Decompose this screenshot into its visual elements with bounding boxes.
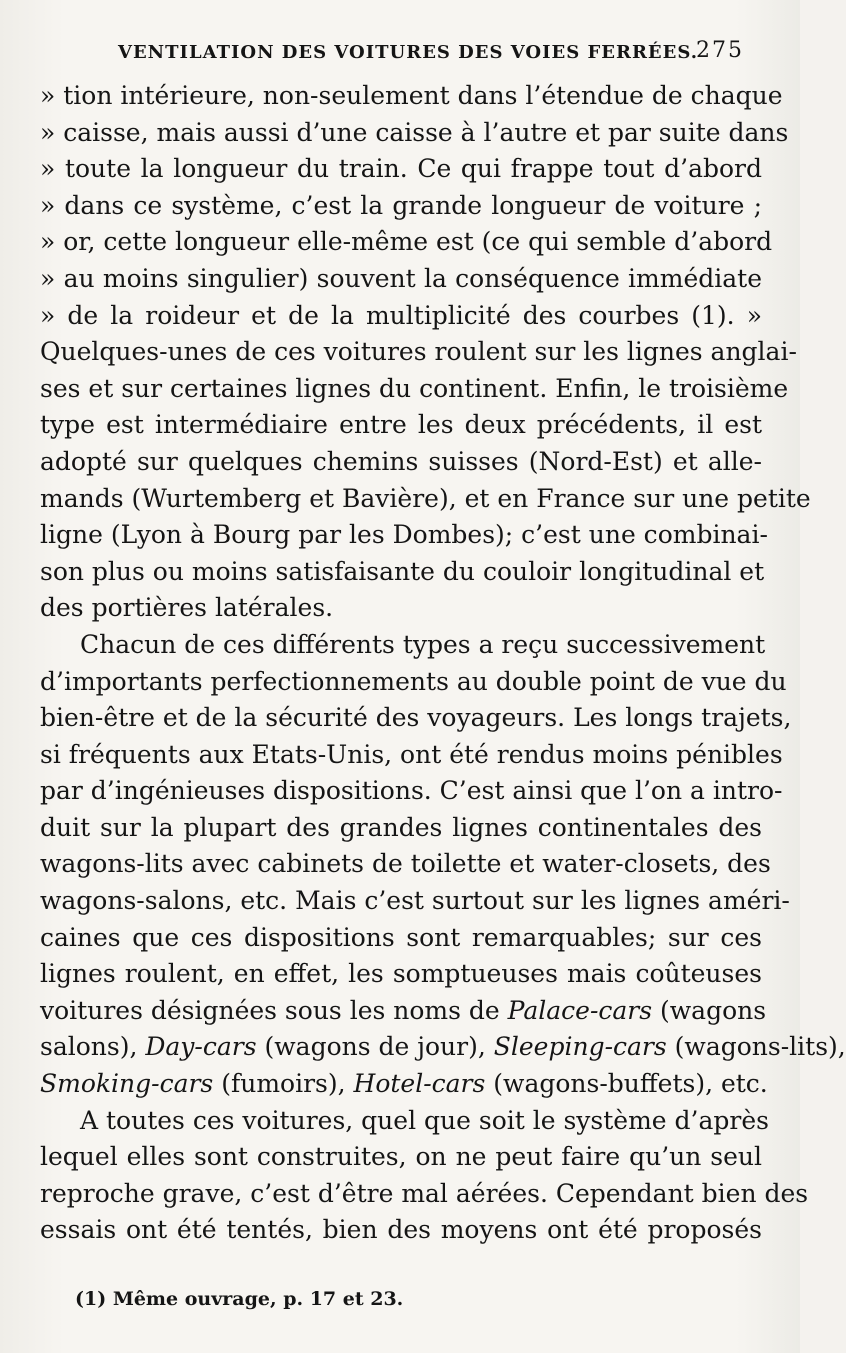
text-line: wagons-salons, etc. Mais c’est surtout sur les lignes améri- <box>40 886 790 916</box>
text-line: ses et sur certaines lignes du continent. Enfin, le troisième <box>40 373 789 403</box>
text-line: » dans ce système, c’est la grande longueur de voiture ; <box>40 190 762 220</box>
text-line: par d’ingénieuses dispositions. C’est ainsi que l’on a intro- <box>40 776 783 806</box>
text-line: » tion intérieure, non-seulement dans l’étendue de chaque <box>40 81 783 110</box>
text-line: type est intermédiaire entre les deux précédents, il est <box>40 410 762 440</box>
text-line: si fréquents aux Etats-Unis, ont été rendus moins pénibles <box>40 739 783 769</box>
paragraph-start-line: Chacun de ces différents types a reçu successivement <box>80 629 766 659</box>
text-line: caines que ces dispositions sont remarquables; sur ces <box>40 922 762 952</box>
page-number: 275 <box>696 38 744 63</box>
running-head <box>118 38 768 68</box>
text-line: des portières latérales. <box>40 593 334 623</box>
body-text <box>40 78 846 1249</box>
text-line: d’importants perfectionnements au double point de vue du <box>40 666 787 696</box>
text-line: duit sur la plupart des grandes lignes continentales des <box>40 812 762 842</box>
text-line: Smoking-cars (fumoirs), Hotel-cars (wagons-buffets), etc. <box>40 1069 768 1099</box>
text-line: » au moins singulier) souvent la conséquence immédiate <box>40 263 762 293</box>
text-line: Quelques-unes de ces voitures roulent sur les lignes anglai- <box>40 337 797 367</box>
text-line: » or, cette longueur elle-même est (ce qui semble d’abord <box>40 227 773 257</box>
text-line: » de la roideur et de la multiplicité des courbes (1). » <box>40 300 762 330</box>
text-line: » caisse, mais aussi d’une caisse à l’autre et par suite dans <box>40 117 789 147</box>
paragraph-start-line: A toutes ces voitures, quel que soit le système d’après <box>80 1105 769 1135</box>
text-line: wagons-lits avec cabinets de toilette et water-closets, des <box>40 849 771 879</box>
text-line: salons), Day-cars (wagons de jour), Sleeping-cars (wagons-lits), <box>40 1032 846 1062</box>
text-line: adopté sur quelques chemins suisses (Nord-Est) et alle- <box>40 446 762 476</box>
text-line: son plus ou moins satisfaisante du couloir longitudinal et <box>40 556 765 586</box>
text-line: bien-être et de la sécurité des voyageurs. Les longs trajets, <box>40 703 792 733</box>
text-line: » toute la longueur du train. Ce qui frappe tout d’abord <box>40 154 762 184</box>
footnote: (1) Même ouvrage, p. 17 et 23. <box>75 1288 404 1310</box>
text-line: reproche grave, c’est d’être mal aérées. Cependant bien des <box>40 1178 809 1208</box>
running-title: VENTILATION DES VOITURES DES VOIES FERRÉES. <box>118 42 698 63</box>
text-line: mands (Wurtemberg et Bavière), et en France sur une petite <box>40 483 811 513</box>
text-line: ligne (Lyon à Bourg par les Dombes); c’est une combinai- <box>40 520 768 550</box>
text-line: voitures désignées sous les noms de Palace-cars (wagons <box>40 995 767 1025</box>
text-line: lequel elles sont construites, on ne peut faire qu’un seul <box>40 1142 762 1172</box>
text-line: essais ont été tentés, bien des moyens ont été proposés <box>40 1215 762 1245</box>
text-line: lignes roulent, en effet, les somptueuses mais coûteuses <box>40 959 762 989</box>
